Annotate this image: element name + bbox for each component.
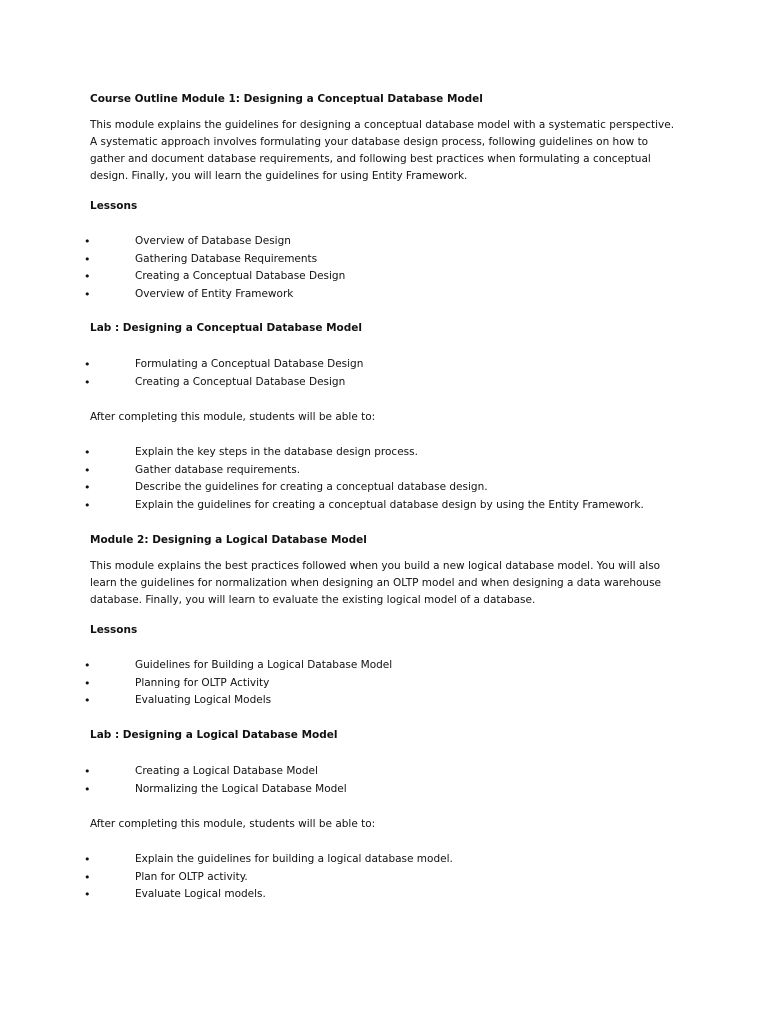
module2-lessons-heading: Lessons [90,624,138,636]
module2-outcomes-list [0,851,700,904]
list-item: • Gather database requirements. [0,462,700,480]
list-item: • Overview of Entity Framework [0,286,700,304]
list-item: • Plan for OLTP activity. [0,869,700,887]
bullet-icon: • [84,270,91,283]
bullet-icon: • [84,765,91,778]
bullet-icon: • [84,498,91,512]
list-item: • Evaluating Logical Models [0,692,700,710]
module1-lessons-heading: Lessons [90,200,138,212]
list-item: • Overview of Database Design [0,233,700,251]
module1-after-text: After completing this module, students will be able to: [90,411,376,423]
bullet-icon: • [84,694,91,707]
module1-lessons-list [0,233,700,303]
list-item: • Explain the guidelines for creating a conceptual database design by using the Entity Framework. [0,497,700,515]
bullet-icon: • [84,659,91,672]
module2-title: Module 2: Designing a Logical Database Model [90,534,367,546]
module2-lab-heading: Lab : Designing a Logical Database Model [90,729,338,741]
bullet-icon: • [84,375,91,389]
bullet-icon: • [84,446,91,459]
bullet-icon: • [84,463,91,477]
list-item: • Creating a Conceptual Database Design [0,374,700,392]
bullet-icon: • [84,481,91,494]
bullet-icon: • [84,252,91,266]
module2-lab-list [0,763,700,798]
list-item: • Creating a Logical Database Model [0,763,700,781]
list-item: • Formulating a Conceptual Database Design [0,356,700,374]
list-item: • Normalizing the Logical Database Model [0,781,700,799]
bullet-icon: • [84,888,91,901]
list-item: • Describe the guidelines for creating a conceptual database design. [0,479,700,497]
bullet-icon: • [84,358,91,371]
module1-description: This module explains the guidelines for designing a conceptual database model with a systematic perspective. A systematic approach involves formulating your database design process, following guidelines on how to gather and document database requirements, and following best practices when formulating a conceptual design. Finally, you will learn the guidelines for using Entity Framework. [90,119,675,182]
bullet-icon: • [84,870,91,884]
list-item: • Planning for OLTP Activity [0,675,700,693]
bullet-icon: • [84,853,91,866]
bullet-icon: • [84,782,91,796]
module2-lessons-list [0,657,700,710]
bullet-icon: • [84,287,91,301]
list-item: • Evaluate Logical models. [0,886,700,904]
list-item: • Creating a Conceptual Database Design [0,268,700,286]
module1-outcomes-list [0,444,700,514]
bullet-icon: • [84,676,91,690]
list-item: • Explain the key steps in the database design process. [0,444,700,462]
list-item: • Guidelines for Building a Logical Database Model [0,657,700,675]
list-item: • Gathering Database Requirements [0,251,700,269]
list-item: • Explain the guidelines for building a logical database model. [0,851,700,869]
module1-lab-heading: Lab : Designing a Conceptual Database Model [90,322,362,334]
bullet-icon: • [84,235,91,248]
module1-lab-list [0,356,700,391]
module2-after-text: After completing this module, students will be able to: [90,818,376,830]
module1-title: Course Outline Module 1: Designing a Conceptual Database Model [90,93,483,105]
module2-description: This module explains the best practices followed when you build a new logical database model. You will also learn the guidelines for normalization when designing an OLTP model and when designing a data warehouse database. Finally, you will learn to evaluate the existing logical model of a database. [90,560,662,606]
